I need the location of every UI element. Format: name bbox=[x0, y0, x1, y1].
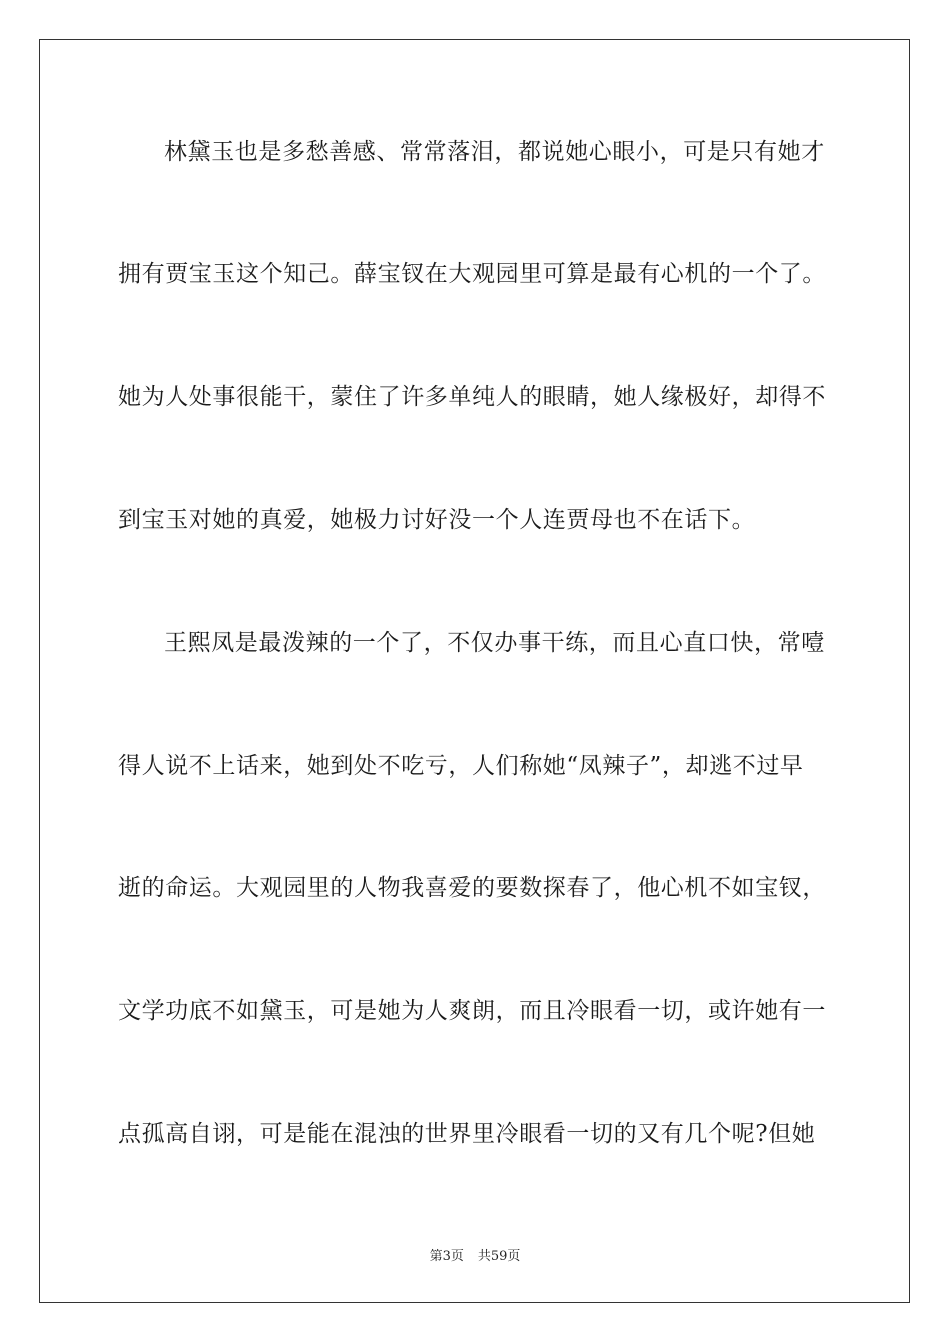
paragraph-line: 王熙凤是最泼辣的一个了，不仅办事干练，而且心直口快，常噎 bbox=[164, 630, 825, 656]
paragraph-line: 逝的命运。大观园里的人物我喜爱的要数探春了，他心机不如宝钗， bbox=[118, 875, 826, 901]
page-number: 第3页 bbox=[429, 1249, 464, 1264]
paragraph-line: 林黛玉也是多愁善感、常常落泪，都说她心眼小，可是只有她才 bbox=[164, 139, 825, 165]
paragraph-line: 到宝玉对她的真爱，她极力讨好没一个人连贾母也不在话下。 bbox=[118, 507, 756, 533]
page-total: 共59页 bbox=[477, 1249, 521, 1264]
page-border bbox=[39, 39, 910, 1303]
paragraph-line: 她为人处事很能干，蒙住了许多单纯人的眼睛，她人缘极好，却得不 bbox=[118, 384, 826, 410]
paragraph-line: 拥有贾宝玉这个知己。薛宝钗在大观园里可算是最有心机的一个了。 bbox=[118, 261, 826, 287]
paragraph-line: 点孤高自诩，可是能在混浊的世界里冷眼看一切的又有几个呢?但她 bbox=[118, 1121, 816, 1147]
page-footer bbox=[0, 1248, 950, 1266]
paragraph-line: 得人说不上话来，她到处不吃亏，人们称她“凤辣子”，却逃不过早 bbox=[118, 753, 804, 779]
paragraph-line: 文学功底不如黛玉，可是她为人爽朗，而且冷眼看一切，或许她有一 bbox=[118, 998, 826, 1024]
